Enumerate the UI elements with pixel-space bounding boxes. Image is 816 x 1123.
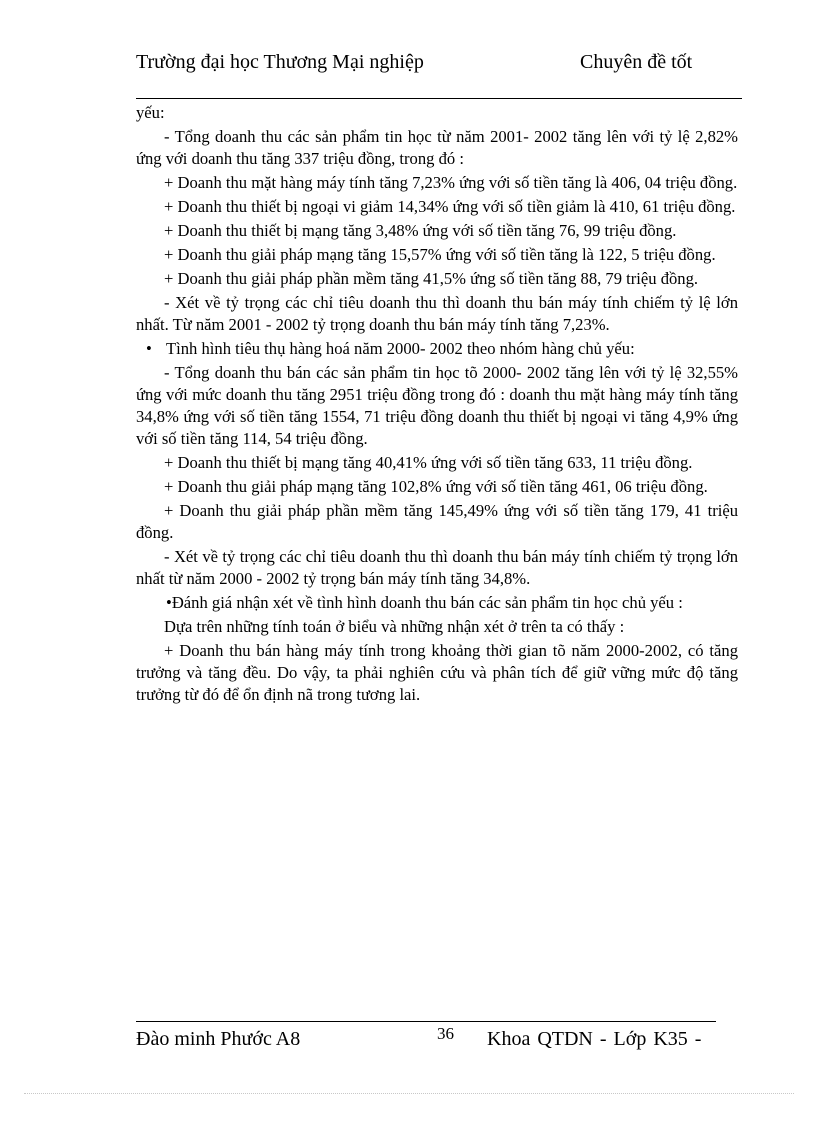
paragraph-computer-revenue: + Doanh thu mặt hàng máy tính tăng 7,23% ứng với số tiền tăng là 406, 04 triệu đồng. bbox=[164, 173, 738, 192]
paragraph-continuation: yếu: bbox=[136, 103, 165, 122]
document-body bbox=[136, 102, 738, 708]
paragraph-network-solution-revenue-2000-2002: + Doanh thu giải pháp mạng tăng 102,8% ứng với số tiền tăng 461, 06 triệu đồng. bbox=[164, 477, 708, 496]
paragraph-revenue-share-2000-2002: - Xét về tỷ trọng các chỉ tiêu doanh thu thì doanh thu bán máy tính chiếm tỷ trọng lớn nhất từ năm 2000 - 2002 tỷ trọng bán máy tính tăng 34,8%. bbox=[136, 547, 738, 588]
paragraph-revenue-share-2001-2002: - Xét về tỷ trọng các chỉ tiêu doanh thu thì doanh thu bán máy tính chiếm tỷ lệ lớn nhất. Từ năm 2001 - 2002 tỷ trọng doanh thu bán máy tính tăng 7,23%. bbox=[136, 293, 738, 334]
paragraph-network-device-revenue: + Doanh thu thiết bị mạng tăng 3,48% ứng với số tiền tăng 76, 99 triệu đồng. bbox=[164, 221, 677, 240]
bullet-icon: • bbox=[146, 339, 152, 358]
paragraph-total-revenue-2000-2002: - Tổng doanh thu bán các sản phẩm tin học tõ 2000- 2002 tăng lên với tỷ lệ 32,55% ứng với mức doanh thu tăng 2951 triệu đồng trong đó : doanh thu mặt hàng máy tính tăng 34,8% ứng với số tiền tăng 1554, 71 triệu đồng doanh thu thiết bị ngoại vi tăng 4,9% ứng với số tiền tăng 114, 54 triệu đồng. bbox=[136, 363, 738, 448]
bullet-icon: • bbox=[166, 593, 172, 612]
footer-faculty-class: Khoa QTDN - Lớp K35 - bbox=[487, 1028, 702, 1050]
paragraph-peripheral-revenue: + Doanh thu thiết bị ngoại vi giảm 14,34% ứng với số tiền giảm là 410, 61 triệu đồng. bbox=[164, 197, 736, 216]
paragraph-software-solution-revenue: + Doanh thu giải pháp phần mềm tăng 41,5% ứng số tiền tăng 88, 79 triệu đồng. bbox=[164, 269, 699, 288]
paragraph-network-device-revenue-2000-2002: + Doanh thu thiết bị mạng tăng 40,41% ứng với số tiền tăng 633, 11 triệu đồng. bbox=[164, 453, 693, 472]
header-school-name: Trường đại học Thương Mại nghiệp bbox=[136, 51, 424, 73]
header-divider bbox=[136, 98, 742, 99]
footer-author: Đào minh Phước A8 bbox=[136, 1028, 301, 1050]
bullet-evaluation bbox=[136, 592, 738, 614]
paragraph-network-solution-revenue: + Doanh thu giải pháp mạng tăng 15,57% ứng với số tiền tăng là 122, 5 triệu đồng. bbox=[164, 245, 716, 264]
page-number: 36 bbox=[437, 1024, 454, 1043]
bullet-sales-situation-text: Tình hình tiêu thụ hàng hoá năm 2000- 2002 theo nhóm hàng chủ yếu: bbox=[166, 339, 635, 358]
paragraph-basis: Dựa trên những tính toán ở biểu và những nhận xét ở trên ta có thấy : bbox=[164, 617, 625, 636]
header-document-type: Chuyên đề tốt bbox=[580, 51, 693, 73]
paragraph-software-solution-revenue-2000-2002: + Doanh thu giải pháp phần mềm tăng 145,49% ứng với số tiền tăng 179, 41 triệu đồng. bbox=[136, 501, 738, 542]
paragraph-conclusion: + Doanh thu bán hàng máy tính trong khoảng thời gian tõ năm 2000-2002, có tăng trưởng và tăng đều. Do vậy, ta phải nghiên cứu và phân tích để giữ vững mức độ tăng trưởng từ đó để ổn định nã trong tương lai. bbox=[136, 641, 738, 704]
paragraph-total-revenue-2001-2002: - Tổng doanh thu các sản phẩm tin học từ năm 2001- 2002 tăng lên với tỷ lệ 2,82% ứng với doanh thu tăng 337 triệu đồng, trong đó : bbox=[136, 127, 738, 168]
bullet-evaluation-text: Đánh giá nhận xét về tình hình doanh thu bán các sản phẩm tin học chủ yếu : bbox=[171, 593, 683, 612]
bullet-sales-situation bbox=[136, 338, 738, 360]
page-bottom-edge bbox=[24, 1093, 794, 1094]
footer-divider bbox=[136, 1021, 716, 1022]
